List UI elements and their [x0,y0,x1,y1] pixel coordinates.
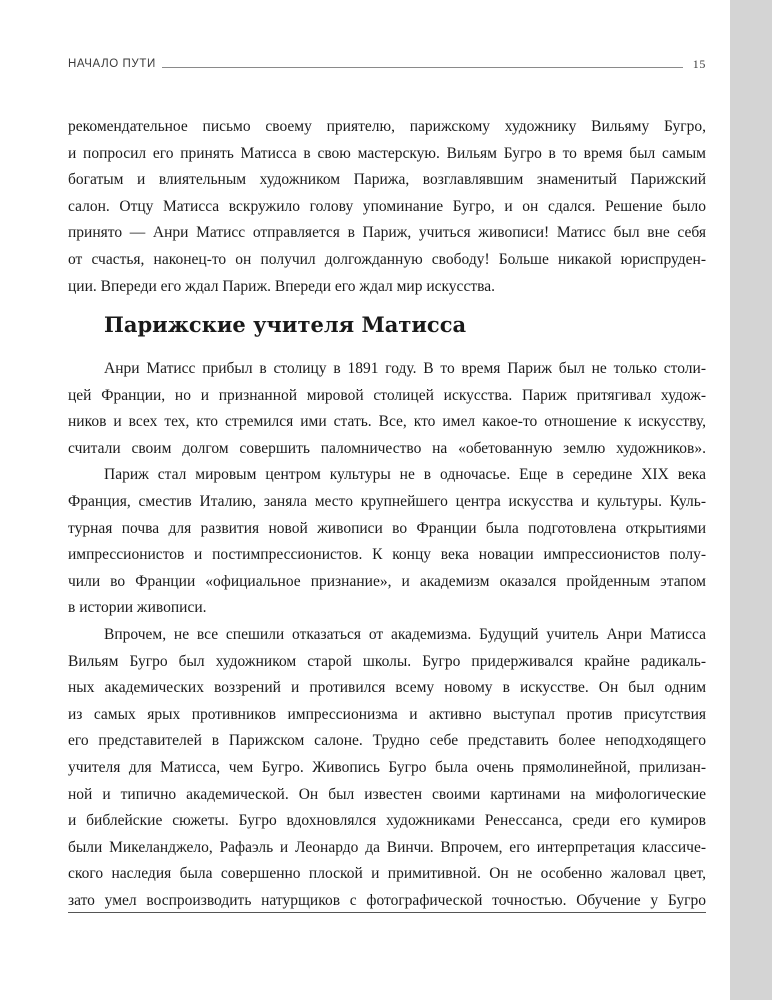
text-line: ной и типично академической. Он был известен своими картинами на мифологические [68,785,706,803]
text-line: импрессионистов и постимпрессионистов. К концу века новации импрессионистов полу- [68,546,706,564]
text-line: Париж стал мировым центром культуры не в одночасье. Еще в середине XIX века [104,466,706,484]
text-line: цей Франции, но и признанной мировой столицей искусства. Париж притягивал худож- [68,386,706,404]
text-line: и библейские сюжеты. Бугро вдохновлялся художниками Ренессанса, среди его кумиров [68,812,706,830]
text-line: чили во Франции «официальное признание», и академизм оказался пройденным этапом [68,572,706,590]
header-rule [162,67,683,68]
intro-paragraph [68,114,706,300]
text-line: принято — Анри Матисс отправляется в Париж, учиться живописи! Матисс был вне себя [68,224,706,242]
text-line: ных академических воззрений и противился всему новому в искусстве. Он был одним [68,679,706,697]
text-line: и попросил его принять Матисса в свою мастерскую. Вильям Бугро в то время был самым [68,144,706,162]
section-heading: Парижские учителя Матисса [104,312,467,337]
text-line: рекомендательное письмо своему приятелю, парижскому художнику Вильяму Бугро, [68,118,706,135]
text-line: турная почва для развития новой живописи во Франции была подготовлена открытиями [68,519,706,537]
running-header [68,56,706,72]
text-line: богатым и влиятельным художником Парижа, возглавлявшим знаменитый Парижский [68,171,706,189]
text-line: Впрочем, не все спешили отказаться от академизма. Будущий учитель Анри Матисса [104,625,706,643]
text-line: Франция, сместив Италию, заняла место крупнейшего центра искусства и культуры. Куль- [68,492,706,510]
page-edge-strip [730,0,772,1000]
text-line: салон. Отцу Матисса вскружило голову упоминание Бугро, и он сдался. Решение было [68,197,706,215]
text-line: Анри Матисс прибыл в столицу в 1891 году. В то время Париж был не только столи- [104,360,706,377]
paragraph [68,462,706,622]
text-line: в истории живописи. [68,599,207,617]
text-line: ции. Впереди его ждал Париж. Впереди его ждал мир искусства. [68,277,495,295]
text-line: ского наследия была совершенно плоской и примитивной. Он не особенно жаловал цвет, [68,865,706,883]
section-body [68,356,706,914]
text-line: зато умел воспроизводить натурщиков с фотографической точностью. Обучение у Бугро [68,891,706,909]
text-line: от счастья, наконец-то он получил долгожданную свободу! Больше никакой юриспруден- [68,250,706,268]
text-line: из самых ярых противников импрессионизма и активно выступал против присутствия [68,705,706,723]
paragraph [68,356,706,462]
text-line: учителя для Матисса, чем Бугро. Живопись Бугро была очень прямолинейной, прилизан- [68,758,706,776]
text-line: считали своим долгом совершить паломничество на «обетованную землю художников». [68,439,706,457]
running-title: НАЧАЛО ПУТИ [68,58,156,70]
text-line: его представителей в Парижском салоне. Трудно себе представить более неподходящего [68,732,706,750]
text-line: были Микеланджело, Рафаэль и Леонардо да Винчи. Впрочем, его интерпретация классиче- [68,838,706,856]
text-line: Вильям Бугро был художником старой школы. Бугро придерживался крайне радикаль- [68,652,706,670]
page-number: 15 [692,56,706,71]
paragraph [68,622,706,915]
footer-rule [68,912,706,913]
text-line: ников и всех тех, кто стремился ими стать. Все, кто имел какое-то отношение к искусству, [68,413,706,431]
